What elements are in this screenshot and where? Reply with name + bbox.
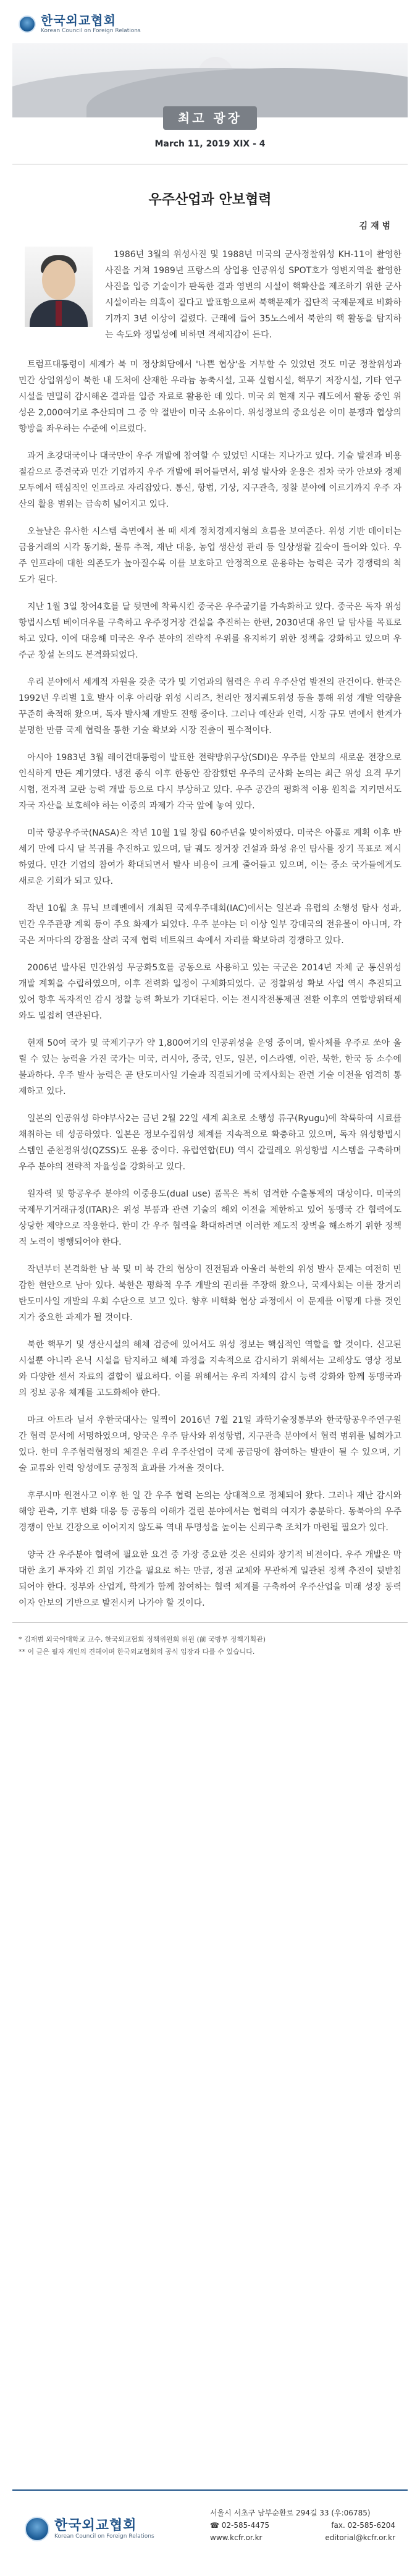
author-photo — [25, 247, 93, 327]
body-paragraph: 마크 아트라 닐서 우한국대사는 일찍이 2016년 7월 21일 과학기술정통부와 한국항공우주연구원 간 협력 문서에 서명하였으며, 양국은 우주 탐사와 위성항법, 지구관측 분야에서 협력 범위를 넓혀가고 있다. 한미 우주협력협정의 체결은 우리 우주산업이 국제 공급망에 참여하는 발판이 될 수 있으며, 기술 교류와 인력 양성에도 긍정적 효과를 가져올 것이다. — [19, 1415, 401, 1473]
footer-org-name-ko: 한국외교협회 — [54, 2518, 137, 2534]
body-paragraph: 후쿠시마 원전사고 이후 한 일 간 우주 협력 논의는 상대적으로 정체되어 왔다. 그러나 재난 감시와 해양 관측, 기후 변화 대응 등 공동의 이해가 걸린 분야에서는 협력의 여지가 충분하다. 동북아의 우주 경쟁이 안보 긴장으로 이어지지 않도록 역내 투명성을 높이는 신뢰구축 조치가 마련될 필요가 있다. — [19, 1491, 401, 1533]
body-paragraph: 북한 핵무기 및 생산시설의 해체 검증에 있어서도 위성 정보는 핵심적인 역할을 할 것이다. 신고된 시설뿐 아니라 은닉 시설을 탐지하고 해체 과정을 지속적으로 감시하기 위해서는 고해상도 영상 정보와 다양한 센서 자료의 결합이 필요하다. 이를 위해서는 우리 자체의 감시 능력 강화와 함께 동맹국과의 정보 공유 체계를 고도화해야 한다. — [19, 1340, 401, 1398]
footnote-item: ** 이 글은 필자 개인의 견해이며 한국외교협회의 공식 입장과 다를 수 있습니다. — [19, 1648, 255, 1656]
body-paragraph: 우리 분야에서 세계적 자원을 갖춘 국가 및 기업과의 협력은 우리 우주산업 발전의 관건이다. 한국은 1992년 우리별 1호 발사 이후 아리랑 위성 시리즈, 천리안 정지궤도위성 등을 통해 위성 개발 역량을 꾸준히 축적해 왔으며, 독자 발사체 개발도 진행 중이다. 그러나 예산과 인력, 시장 규모 면에서 한계가 분명한 만큼 국제 협력을 통한 기술 확보와 시장 진출이 필수적이다. — [19, 677, 401, 735]
divider — [12, 1622, 408, 1623]
body-paragraph: 아시아 1983년 3월 레이건대통령이 발표한 전략방위구상(SDI)은 우주를 안보의 새로운 전장으로 인식하게 만든 계기였다. 냉전 종식 이후 한동안 잠잠했던 우주의 군사화 논의는 최근 위성 요격 무기 시험, 전자적 교란 능력 개발 등으로 다시 부상하고 있다. 우주 공간의 평화적 이용 원칙을 지키면서도 자국 자산을 보호해야 하는 이중의 과제가 각국 앞에 놓여 있다. — [19, 753, 401, 811]
footer-org-name-en: Korean Council on Foreign Relations — [54, 2533, 154, 2540]
footnote-item: * 김재범 외국어대학교 교수, 한국외교협회 정책위원회 위원 (前 국방부 정책기획관) — [19, 1635, 266, 1643]
body-paragraph: 지난 1월 3일 창어4호를 달 뒷면에 착륙시킨 중국은 우주굴기를 가속화하고 있다. 중국은 독자 위성항법시스템 베이더우를 구축하고 우주정거장 건설을 추진하는 한편, 2030년대 유인 달 탐사를 목표로 하고 있다. 이에 대응해 미국은 우주 분야의 전략적 우위를 유지하기 위한 정책을 강화하고 있으며 우주군 창설 논의도 본격화되었다. — [19, 602, 401, 660]
org-name-en: Korean Council on Foreign Relations — [41, 28, 141, 34]
article-body — [19, 357, 401, 1611]
header — [0, 0, 420, 164]
globe-logo-icon — [25, 2517, 49, 2541]
issue-date: March 11, 2019 XIX - 4 — [154, 139, 266, 149]
article-author: 김 재 범 — [359, 221, 390, 231]
footer-tel: ☎ 02-585-4475 — [210, 2521, 270, 2530]
body-paragraph: 작년부터 본격화한 남 북 및 미 북 간의 협상이 진전됨과 아울러 북한의 위성 발사 문제는 여전히 민감한 현안으로 남아 있다. 북한은 평화적 우주 개발의 권리를 주장해 왔으나, 국제사회는 이를 장거리 탄도미사일 개발의 우회 수단으로 보고 있다. 향후 비핵화 협상 과정에서 이 문제를 어떻게 다룰 것인지가 중요한 과제가 될 것이다. — [19, 1265, 401, 1323]
org-logo[interactable] — [19, 14, 141, 34]
body-paragraph: 트럼프대통령이 세계가 북 미 정상회담에서 '나쁜 협상'을 거부할 수 있었던 것도 미군 정찰위성과 민간 상업위성이 북한 내 도처에 산재한 우라늄 농축시설, 고폭 실험시설, 핵무기 저장시설, 기타 연구시설을 면밀히 감시해온 결과를 입증 자료로 활용한 데 있다. 미국 외 현재 지구 궤도에서 활동 중인 위성은 2,000여기로 추산되며 그 중 약 절반이 미국 소유이다. 위성정보의 중요성은 이미 분쟁과 협상의 향방을 좌우하는 수준에 이르렀다. — [19, 360, 401, 434]
footer-contact — [210, 2507, 395, 2544]
body-paragraph: 과거 초강대국이나 대국만이 우주 개발에 참여할 수 있었던 시대는 지나가고 있다. 기술 발전과 비용 절감으로 중견국과 민간 기업까지 우주 개발에 뛰어들면서, 위성 발사와 운용은 점차 국가 안보와 경제 모두에서 핵심적인 인프라로 자리잡았다. 통신, 항법, 기상, 지구관측, 정찰 분야에 이르기까지 우주 자산의 활용 범위는 급속히 넓어지고 있다. — [19, 451, 401, 509]
footer — [0, 2489, 420, 2576]
footer-email-link[interactable]: editorial@kcfr.or.kr — [325, 2533, 395, 2542]
globe-logo-icon — [19, 15, 36, 33]
footer-address: 서울시 서초구 남부순환로 294길 33 (우:06785) — [210, 2509, 371, 2517]
body-paragraph: 양국 간 우주분야 협력에 필요한 요건 중 가장 중요한 것은 신뢰와 장기적 비전이다. 우주 개발은 막대한 초기 투자와 긴 회임 기간을 필요로 하는 만큼, 정권 교체와 무관하게 일관된 정책 추진이 뒷받침되어야 한다. 정부와 산업계, 학계가 함께 참여하는 협력 체계를 구축하여 우주산업을 미래 성장 동력이자 안보의 기반으로 발전시켜 나가야 할 것이다. — [19, 1550, 401, 1608]
body-paragraph: 현재 50여 국가 및 국제기구가 약 1,800여기의 인공위성을 운영 중이며, 발사체를 우주로 쏘아 올릴 수 있는 능력을 가진 국가는 미국, 러시아, 중국, 인도, 일본, 이스라엘, 이란, 북한, 한국 등 소수에 불과하다. 우주 발사 능력은 곧 탄도미사일 기술과 직결되기에 국제사회는 관련 기술 이전을 엄격히 통제하고 있다. — [19, 1038, 401, 1096]
body-paragraph: 오늘날은 유사한 시스템 측면에서 볼 때 세계 정치경제지형의 흐름을 보여준다. 위성 기반 데이터는 금융거래의 시각 동기화, 물류 추적, 재난 대응, 농업 생산성 관리 등 일상생활 깊숙이 들어와 있다. 우주 인프라에 대한 의존도가 높아질수록 이를 보호하고 안정적으로 운용하는 능력은 국가 경쟁력의 척도가 된다. — [19, 527, 401, 585]
article-intro — [19, 247, 401, 343]
body-paragraph: 원자력 및 항공우주 분야의 이중용도(dual use) 품목은 특히 엄격한 수출통제의 대상이다. 미국의 국제무기거래규정(ITAR)은 위성 부품과 관련 기술의 해외 이전을 제한하고 있어 동맹국 간 협력에도 상당한 제약으로 작용한다. 한미 간 우주 협력을 확대하려면 이러한 제도적 장벽을 해소하기 위한 정책적 노력이 병행되어야 한다. — [19, 1189, 401, 1247]
intro-paragraph: 1986년 3월의 위성사진 및 1988년 미국의 군사정찰위성 KH-11이 촬영한 사진을 거쳐 1989년 프랑스의 상업용 인공위성 SPOT호가 영변지역을 촬영한 사진을 입증 기술이가 판독한 결과 영변의 시설이 핵확산을 제조하기 위한 군사시설이라는 의혹이 짙다고 발표함으로써 북핵문제가 집단적 국제문제로 비화하기까지 3년 이상이 걸렸다. 근래에 들어 35노스에서 북한의 핵 활동을 탐지하는 속도와 정밀성에 비하면 격세지감이 든다. — [105, 250, 401, 340]
org-name-ko: 한국외교협회 — [41, 13, 116, 28]
footnotes — [19, 1634, 401, 1658]
body-paragraph: 2006년 발사된 민간위성 무궁화5호를 공동으로 사용하고 있는 국군은 2014년 자체 군 통신위성 개발 계획을 수립하였으며, 이후 전력화 일정이 구체화되었다. 군 정찰위성 확보 사업 역시 추진되고 있어 향후 독자적인 감시 정찰 능력 확보가 기대된다. 이는 전시작전통제권 전환 이후의 연합방위태세와도 밀접히 연관된다. — [19, 963, 401, 1021]
article-title: 우주산업과 안보협력 — [148, 192, 272, 208]
footer-fax: fax. 02-585-6204 — [331, 2521, 395, 2530]
footer-logo[interactable] — [25, 2517, 154, 2541]
body-paragraph: 일본의 인공위성 하야부사2는 금년 2월 22일 세계 최초로 소행성 류구(Ryugu)에 착륙하여 시료를 채취하는 데 성공하였다. 일본은 정보수집위성 체계를 지속적으로 확충하고 있으며, 독자 위성항법시스템인 준천정위성(QZSS)도 운용 중이다. 유럽연합(EU) 역시 갈릴레오 위성항법 시스템을 구축하며 우주 분야의 전략적 자율성을 강화하고 있다. — [19, 1114, 401, 1172]
body-paragraph: 작년 10월 초 뮤닉 브레멘에서 개최된 국제우주대회(IAC)에서는 일본과 유럽의 소행성 탐사 성과, 민간 우주관광 계획 등이 주요 화제가 되었다. 우주 분야는 더 이상 일부 강대국의 전유물이 아니며, 각국은 저마다의 강점을 살려 국제 협력 네트워크 속에서 자리를 확보하려 경쟁하고 있다. — [19, 904, 401, 946]
column-badge: 최고 광장 — [163, 106, 257, 130]
footer-website-link[interactable]: www.kcfr.or.kr — [210, 2533, 262, 2542]
body-paragraph: 미국 항공우주국(NASA)은 작년 10월 1일 창립 60주년을 맞이하였다. 미국은 아폴로 계획 이후 반세기 만에 다시 달 복귀를 추진하고 있으며, 달 궤도 정거장 건설과 화성 유인 탐사를 장기 목표로 제시하였다. 민간 기업의 참여가 확대되면서 발사 비용이 크게 줄어들고 있으며, 이는 중소 국가들에게도 새로운 기회가 되고 있다. — [19, 828, 401, 886]
